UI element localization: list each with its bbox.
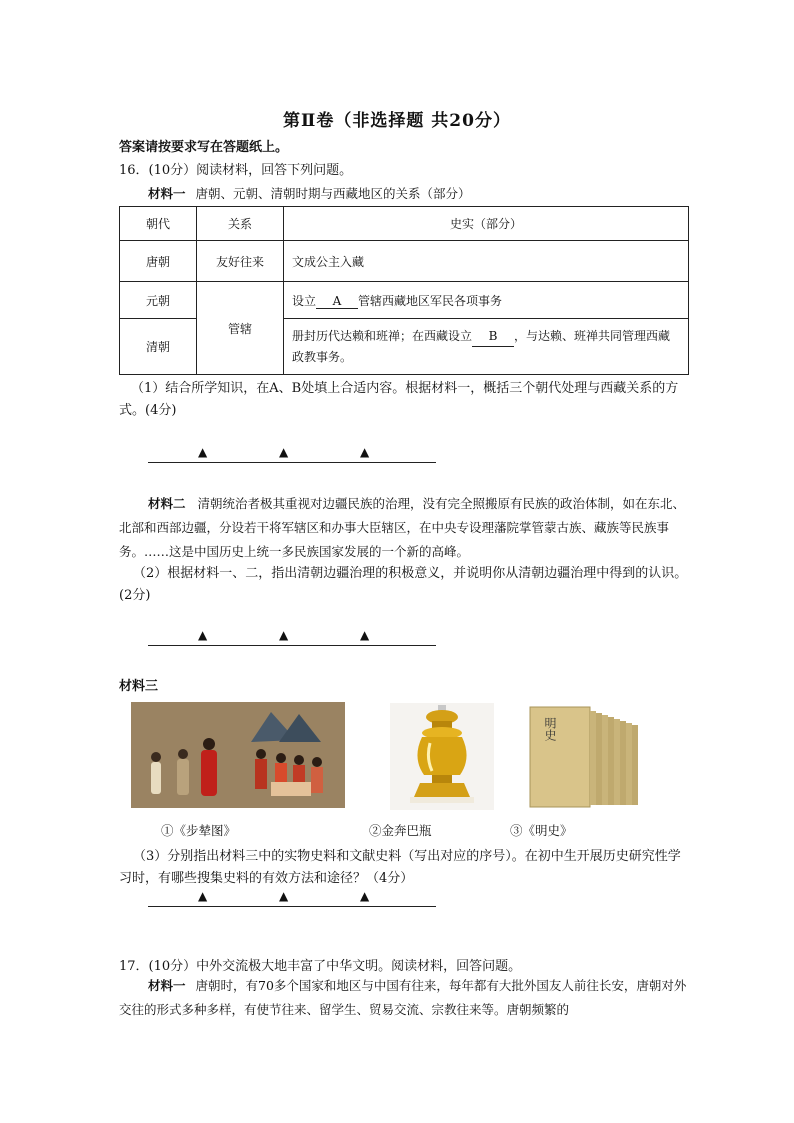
table-row — [120, 241, 689, 282]
answer-line-1[interactable] — [148, 445, 436, 463]
material1-label: 材料一 — [148, 186, 186, 201]
golden-vase-image — [390, 703, 494, 810]
painting-figures — [131, 702, 345, 808]
cell-yuan-fact: 设立 A 管辖西藏地区军民各项事务 — [284, 282, 689, 319]
cell-qing: 清朝 — [120, 319, 197, 375]
answer-marker: ▲ — [279, 889, 289, 903]
cell-shared-relation: 管辖 — [197, 282, 284, 375]
material2-label: 材料二 — [148, 496, 186, 511]
cell-tang: 唐朝 — [120, 241, 197, 282]
cell-tang-fact: 文成公主入藏 — [284, 241, 689, 282]
blank-b: B — [472, 326, 514, 347]
mingshi-books-image — [528, 703, 642, 810]
answer-marker: ▲ — [360, 628, 370, 642]
q16-sub1: （1）结合所学知识，在A、B处填上合适内容。根据材料一，概括三个朝代处理与西藏关系的方式。(4分) — [119, 381, 679, 418]
answer-marker: ▲ — [360, 445, 370, 459]
q16-material1 — [148, 182, 471, 206]
answer-marker: ▲ — [198, 628, 208, 642]
table-header-row — [120, 207, 689, 241]
cell-tang-relation: 友好往来 — [197, 241, 284, 282]
section-title: 第Ⅱ卷（非选择题 共20分） — [283, 111, 511, 131]
relations-table — [119, 206, 689, 375]
bunian-painting-image — [131, 702, 345, 808]
material3-label: 材料三 — [119, 679, 159, 694]
q17-header: 17．(10分）中外交流极大地丰富了中华文明。阅读材料，回答问题。 — [119, 959, 522, 974]
q17-material1-text: 唐朝时，有70多个国家和地区与中国有往来，每年都有大批外国友人前往长安，唐朝对外交往的形式多种多样，有使节往来、留学生、贸易交流、宗教往来等。唐朝频繁的 — [119, 978, 687, 1017]
book-cover-title: 明史 — [543, 717, 557, 741]
answer-instruction: 答案请按要求写在答题纸上。 — [119, 140, 289, 155]
header-dynasty: 朝代 — [120, 207, 197, 241]
answer-marker: ▲ — [198, 889, 208, 903]
q17-material1-label: 材料一 — [148, 978, 186, 993]
header-relation: 关系 — [197, 207, 284, 241]
caption-mingshi: ③《明史》 — [510, 823, 573, 838]
vase-graphic — [390, 703, 494, 810]
q16-material2 — [119, 492, 691, 564]
blank-a: A — [316, 294, 358, 309]
q16-sub2: （2）根据材料一、二，指出清朝边疆治理的积极意义，并说明你从清朝边疆治理中得到的认识。(2分) — [119, 566, 688, 603]
q17-material1 — [119, 974, 691, 1022]
table-row — [120, 282, 689, 319]
answer-marker: ▲ — [279, 628, 289, 642]
material1-text: 唐朝、元朝、清朝时期与西藏地区的关系（部分） — [195, 186, 471, 201]
answer-marker: ▲ — [360, 889, 370, 903]
material2-text: 清朝统治者极其重视对边疆民族的治理，没有完全照搬原有民族的政治体制，如在东北、北部和西部边疆，分设若干将军辖区和办事大臣辖区，在中央专设理藩院掌管蒙古族、藏族等民族事务。……这是中国历史上统一多民族国家发展的一个新的高峰。 — [119, 496, 686, 559]
answer-line-3[interactable] — [148, 889, 436, 907]
answer-line-2[interactable] — [148, 628, 436, 646]
answer-marker: ▲ — [198, 445, 208, 459]
q16-sub3: （3）分别指出材料三中的实物史料和文献史料（写出对应的序号）。在初中生开展历史研究性学习时，有哪些搜集史料的有效方法和途径？（4分） — [119, 849, 681, 886]
caption-bunian: ①《步辇图》 — [161, 823, 237, 838]
header-facts: 史实（部分） — [284, 207, 689, 241]
answer-marker: ▲ — [279, 445, 289, 459]
cell-qing-fact: 册封历代达赖和班禅；在西藏设立 B ，与达赖、班禅共同管理西藏政教事务。 — [284, 319, 689, 375]
cell-yuan: 元朝 — [120, 282, 197, 319]
caption-vase: ②金奔巴瓶 — [369, 823, 432, 838]
q16-header: 16．(10分）阅读材料，回答下列问题。 — [119, 163, 353, 178]
